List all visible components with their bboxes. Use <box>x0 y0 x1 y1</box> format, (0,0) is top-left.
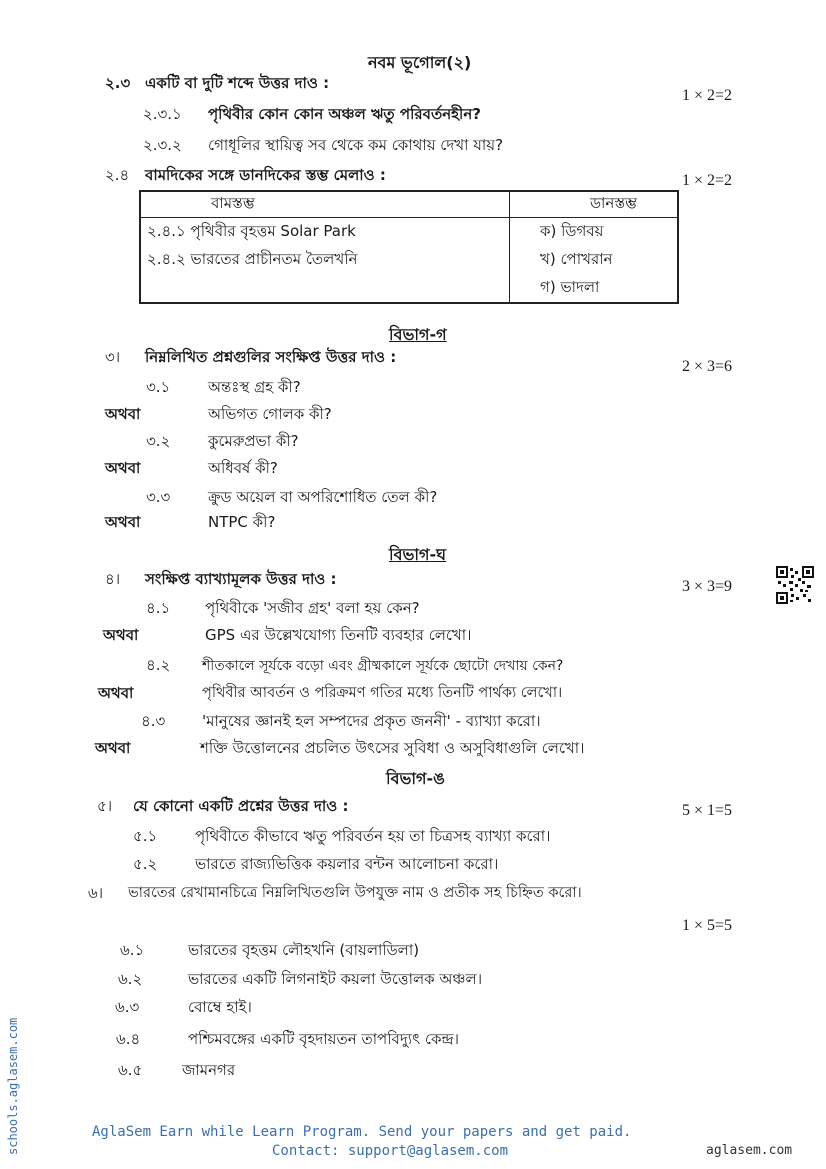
q6-2-text: ভারতের একটি লিগনাইট কয়লা উত্তোলক অঞ্চল। <box>188 970 483 988</box>
q5-1-number: ৫.১ <box>133 827 158 845</box>
q6-5-text: জামনগর <box>182 1061 236 1079</box>
q6-number: ৬। <box>88 884 104 902</box>
q6-1-text: ভারতের বৃহত্তম লৌহখনি (বায়লাডিলা) <box>188 941 420 959</box>
q6-1-number: ৬.১ <box>120 941 145 959</box>
q6-marks: 1 × 5=5 <box>682 917 733 934</box>
section-uma-heading: বিভাগ-ঙ <box>386 769 445 788</box>
q6-4-text: পশ্চিমবঙ্গের একটি বৃহদায়তন তাপবিদ্যুৎ কেন্দ্র। <box>188 1030 459 1048</box>
q3-1-alt-text: অভিগত গোলক কী? <box>208 405 332 423</box>
q3-3-text: ক্রুড অয়েল বা অপরিশোধিত তেল কী? <box>208 488 438 506</box>
q23-text: একটি বা দুটি শব্দে উত্তর দাও : <box>145 74 330 92</box>
q5-2-number: ৫.২ <box>133 855 158 873</box>
q3-2-alt-text: অধিবর্ষ কী? <box>208 459 278 477</box>
q6-4-number: ৬.৪ <box>116 1030 141 1048</box>
or-label: অথবা <box>105 405 141 423</box>
q5-text: যে কোনো একটি প্রশ্নের উত্তর দাও : <box>133 797 349 815</box>
q5-2-text: ভারতে রাজ্যভিত্তিক কয়লার বন্টন আলোচনা করো। <box>195 855 499 873</box>
or-label: অথবা <box>105 459 141 477</box>
section-gha-heading: বিভাগ-ঘ <box>389 545 447 564</box>
or-label: অথবা <box>103 626 139 644</box>
footer-contact-link[interactable]: Contact: support@aglasem.com <box>272 1143 509 1159</box>
left-column-header: বামস্তম্ভ <box>140 191 510 218</box>
q3-3-number: ৩.৩ <box>146 488 171 506</box>
q5-1-text: পৃথিবীতে কীভাবে ঋতু পরিবর্তন হয় তা চিত্রসহ ব্যাখ্যা করো। <box>195 827 551 845</box>
q23-2-text: গোধূলির স্থায়িত্ব সব থেকে কম কোথায় দেখা যায়? <box>208 136 504 154</box>
q3-2-text: কুমেরুপ্রভা কী? <box>208 432 299 450</box>
or-label: অথবা <box>105 513 141 531</box>
q6-3-number: ৬.৩ <box>115 998 140 1016</box>
q24-marks: 1 × 2=2 <box>682 172 733 189</box>
footer-site-link[interactable]: aglasem.com <box>706 1143 793 1158</box>
q23-number: ২.৩ <box>105 74 131 92</box>
q23-1-number: ২.৩.১ <box>143 105 182 123</box>
left-item: ২.৪.২ ভারতের প্রাচীনতম তৈলখনি <box>140 246 510 274</box>
q3-number: ৩। <box>105 348 121 366</box>
q6-5-number: ৬.৫ <box>118 1061 143 1079</box>
match-table <box>139 190 679 304</box>
right-item: গ) ভাদলা <box>540 277 600 296</box>
q4-2-alt-text: পৃথিবীর আবর্তন ও পরিক্রমণ গতির মধ্যে তিনটি পার্থক্য লেখো। <box>202 685 563 701</box>
q3-1-number: ৩.১ <box>146 378 171 396</box>
q23-1-text: পৃথিবীর কোন কোন অঞ্চল ঋতু পরিবর্তনহীন? <box>208 105 481 123</box>
q3-3-alt-text: NTPC কী? <box>208 513 276 531</box>
page-title: নবম ভূগোল(২) <box>368 53 472 72</box>
q23-2-number: ২.৩.২ <box>143 136 182 154</box>
q4-1-number: ৪.১ <box>146 599 171 617</box>
right-column-header: ডানস্তম্ভ <box>510 191 679 218</box>
q4-1-text: পৃথিবীকে 'সজীব গ্রহ' বলা হয় কেন? <box>205 599 420 617</box>
q4-2-text: শীতকালে সূর্যকে বড়ো এবং গ্রীষ্মকালে সূর্যকে ছোটো দেখায় কেন? <box>202 658 564 674</box>
q4-1-alt-text: GPS এর উল্লেখযোগ্য তিনটি ব্যবহার লেখো। <box>205 626 472 644</box>
or-label: অথবা <box>95 739 131 757</box>
q24-text: বামদিকের সঙ্গে ডানদিকের স্তম্ভ মেলাও : <box>145 166 386 184</box>
q4-2-number: ৪.২ <box>146 656 171 674</box>
q5-marks: 5 × 1=5 <box>682 802 733 819</box>
q4-number: ৪। <box>105 570 121 588</box>
side-watermark: schools.aglasem.com <box>6 1017 20 1155</box>
or-label: অথবা <box>98 684 134 702</box>
q4-text: সংক্ষিপ্ত ব্যাখ্যামূলক উত্তর দাও : <box>145 570 337 588</box>
left-item: ২.৪.১ পৃথিবীর বৃহত্তম Solar Park <box>140 218 510 247</box>
q3-marks: 2 × 3=6 <box>682 358 733 375</box>
q23-marks: 1 × 2=2 <box>682 87 733 104</box>
q4-3-number: ৪.৩ <box>141 712 166 730</box>
q4-3-alt-text: শক্তি উত্তোলনের প্রচলিত উৎসের সুবিধা ও অসুবিধাগুলি লেখো। <box>200 739 585 757</box>
section-ga-heading: বিভাগ-গ <box>389 325 447 344</box>
right-item: খ) পোখরান <box>540 249 613 268</box>
qr-code-icon <box>776 566 814 604</box>
q6-3-text: বোম্বে হাই। <box>188 998 252 1016</box>
q3-1-text: অন্তঃস্থ গ্রহ কী? <box>208 378 301 396</box>
q4-marks: 3 × 3=9 <box>682 578 733 595</box>
footer-promo-text: AglaSem Earn while Learn Program. Send your papers and get paid. <box>92 1124 632 1140</box>
q6-2-number: ৬.২ <box>118 970 143 988</box>
q4-3-text: 'মানুষের জ্ঞানই হল সম্পদের প্রকৃত জননী' - ব্যাখ্যা করো। <box>202 712 541 730</box>
q5-number: ৫। <box>97 797 113 815</box>
right-item: ক) ডিগবয় <box>540 221 604 240</box>
q24-number: ২.৪ <box>105 166 130 184</box>
q6-text: ভারতের রেখামানচিত্রে নিম্নলিখিতগুলি উপযুক্ত নাম ও প্রতীক সহ চিহ্নিত করো। <box>128 885 582 901</box>
q3-text: নিম্নলিখিত প্রশ্নগুলির সংক্ষিপ্ত উত্তর দাও : <box>145 348 397 366</box>
q3-2-number: ৩.২ <box>146 432 171 450</box>
